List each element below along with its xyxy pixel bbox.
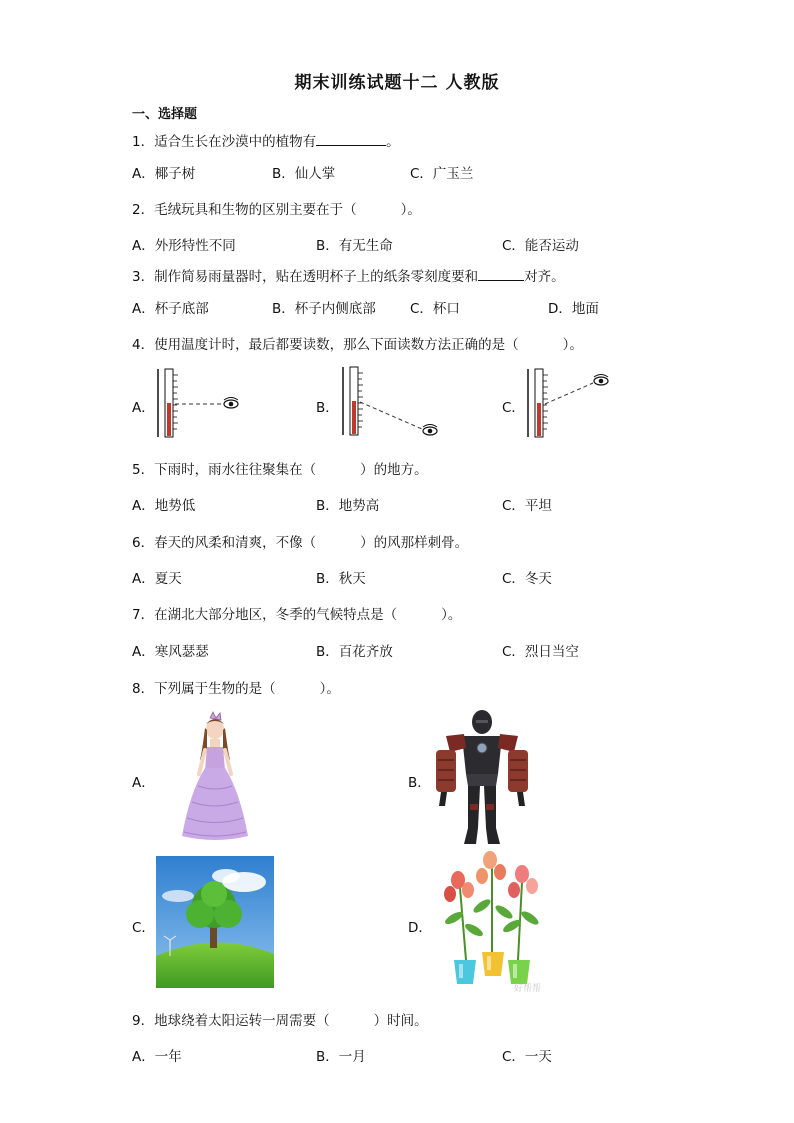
eye-icon (224, 398, 238, 409)
thermometer-look-down-icon[interactable] (525, 365, 620, 440)
q8-option-b[interactable]: B． (408, 775, 431, 791)
question-1: 1．适合生长在沙漠中的植物有 。 (132, 130, 400, 150)
eye-icon (594, 375, 608, 386)
question-3: 3．制作简易雨量器时，贴在透明杯子上的纸条零刻度要和 对齐。 (132, 265, 565, 285)
thermometer-look-up-icon[interactable] (340, 365, 445, 445)
q9-option-a[interactable]: A．一年 (132, 1049, 182, 1065)
question-9: 9．地球绕着太阳运转一周需要（ ）时间。 (132, 1013, 428, 1029)
doll-in-purple-dress[interactable] (180, 712, 250, 842)
q6-option-a[interactable]: A．夏天 (132, 571, 182, 587)
question-2: 2．毛绒玩具和生物的区别主要在于（ ）。 (132, 202, 421, 218)
q3-option-b[interactable]: B．杯子内侧底部 (272, 301, 376, 317)
question-6: 6．春天的风柔和清爽，不像（ ）的风那样刺骨。 (132, 535, 469, 551)
question-8: 8．下列属于生物的是（ ）。 (132, 681, 340, 697)
q8-option-c[interactable]: C． (132, 920, 155, 936)
answer-blank[interactable] (316, 131, 386, 146)
q2-option-a[interactable]: A．外形特性不同 (132, 238, 236, 254)
robot-action-figure[interactable] (432, 708, 532, 848)
q4-option-c[interactable]: C． (502, 400, 525, 416)
page-title: 期末训练试题十二 人教版 (294, 73, 500, 93)
artificial-flower-pens[interactable] (430, 848, 554, 994)
q2-option-c[interactable]: C．能否运动 (502, 238, 579, 254)
q5-option-c[interactable]: C．平坦 (502, 498, 552, 514)
answer-blank[interactable] (478, 266, 524, 281)
q3-option-c[interactable]: C．杯口 (410, 301, 460, 317)
section-heading: 一、选择题 (132, 107, 198, 122)
thermometer-eye-level-icon[interactable] (155, 365, 250, 440)
q1-option-c[interactable]: C．广玉兰 (410, 166, 474, 182)
eye-icon (423, 425, 437, 436)
q8-option-a[interactable]: A． (132, 775, 155, 791)
q9-option-b[interactable]: B．一月 (316, 1049, 366, 1065)
q4-option-a[interactable]: A． (132, 400, 155, 416)
question-7: 7．在湖北大部分地区，冬季的气候特点是（ ）。 (132, 607, 462, 623)
question-5: 5．下雨时，雨水往往聚集在（ ）的地方。 (132, 462, 428, 478)
q2-option-b[interactable]: B．有无生命 (316, 238, 393, 254)
q4-option-b[interactable]: B． (316, 400, 339, 416)
q8-option-d[interactable]: D． (408, 920, 432, 936)
q1-option-a[interactable]: A．椰子树 (132, 166, 196, 182)
q9-option-c[interactable]: C．一天 (502, 1049, 552, 1065)
q5-option-a[interactable]: A．地势低 (132, 498, 196, 514)
q3-option-a[interactable]: A．杯子底部 (132, 301, 209, 317)
q1-option-b[interactable]: B．仙人掌 (272, 166, 336, 182)
q7-option-b[interactable]: B．百花齐放 (316, 644, 393, 660)
q6-option-c[interactable]: C．冬天 (502, 571, 552, 587)
q6-option-b[interactable]: B．秋天 (316, 571, 366, 587)
q7-option-c[interactable]: C．烈日当空 (502, 644, 579, 660)
q3-option-d[interactable]: D．地面 (548, 301, 599, 317)
q5-option-b[interactable]: B．地势高 (316, 498, 380, 514)
tree-on-green-hill[interactable] (156, 856, 274, 988)
image-watermark: 好帮帮 (514, 984, 542, 994)
question-4: 4．使用温度计时，最后都要读数，那么下面读数方法正确的是（ ）。 (132, 337, 583, 353)
q7-option-a[interactable]: A．寒风瑟瑟 (132, 644, 209, 660)
